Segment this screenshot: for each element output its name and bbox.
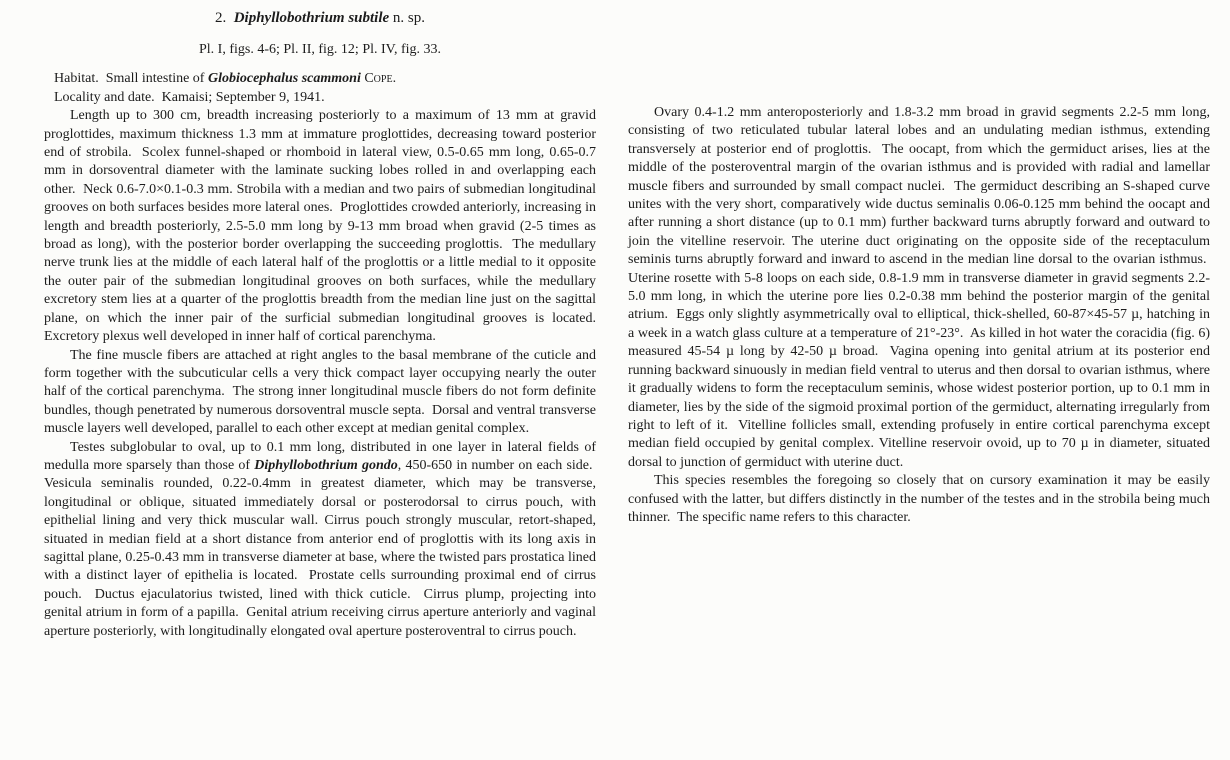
- text-run: Habitat. Small intestine of: [54, 71, 208, 87]
- text-run: 2.: [214, 10, 234, 26]
- text-run: .: [392, 71, 397, 87]
- paragraph: [44, 347, 596, 439]
- front-matter: [44, 8, 596, 107]
- text-run: This species resembles the foregoing so closely that on cursory examination it may be easily confused with the latter, but differs distinctly in the number of the testes and in the strobila being much thinner. The specific name refers to this character.: [628, 473, 1210, 525]
- paragraph: [44, 439, 596, 641]
- habitat-line: [44, 70, 596, 88]
- left-column: [44, 8, 596, 641]
- host-species-name: Globiocephalus scammoni: [207, 71, 361, 87]
- locality-line: [44, 89, 596, 107]
- left-column-paragraphs: [44, 107, 596, 641]
- right-column: [628, 104, 1210, 527]
- text-run: , 450-650 in number on each side. Vesicula seminalis rounded, 0.22-0.4mm in greatest diameter, which may be transverse, longitudinal or oblique, situated immediately dorsal or posterodorsal to cirrus pouch, with epithelial lining and very thick muscular wall. Cirrus pouch strongly muscular, retort-shaped, situated in median field at a short distance from anterior end of proglottis with its long axis in sagittal plane, 0.25-0.43 mm in transverse diameter at base, where the twisted pars prostatica lined with a distinct layer of epithelia is located. Prostate cells surrounding proximal end of cirrus pouch. Ductus ejaculatorius twisted, lined with thick cuticle. Cirrus plump, projecting into genital atrium in form of a papilla. Genital atrium receiving cirrus aperture anteriorly and vaginal aperture posteriorly, with longitudinally elongated oval aperture posteroventral to cirrus pouch.: [44, 457, 597, 639]
- paragraph: [628, 472, 1210, 527]
- text-run: Locality and date. Kamaisi; September 9, 1941.: [54, 89, 325, 105]
- paragraph: [628, 104, 1210, 472]
- species-name: Diphyllobothrium gondo: [254, 457, 398, 473]
- text-run: Testes subglobular to oval, up to 0.1 mm long, distributed in one layer in lateral fields of medulla more sparsely than those of: [44, 439, 596, 473]
- text-run: Ovary 0.4-1.2 mm anteroposteriorly and 1.8-3.2 mm broad in gravid segments 2.2-5 mm long, consisting of two reticulated tubular lateral lobes and an undulating median isthmus, extending transversely at posterior end of proglottis. The oocapt, from which the germiduct arises, lies at the middle of the posteroventral margin of the ovarian isthmus and is provided with radial and lamellar muscle fibers and surrounded by small compact nuclei. The germiduct describing an S-shaped curve unites with the very short, comparatively wide ductus seminalis 0.06-0.125 mm behind the oocapt and after running a short distance (up to 0.1 mm) further backward turns abruptly forward and outward to join the vitelline reservoir. The uterine duct originating on the opposite side of the receptaculum seminis turns abruptly forward and inward to ascend in the median line dorsal to the ovarian isthmus. Uterine rosette with 5-8 loops on each side, 0.8-1.9 mm in transverse diameter in gravid segments 2.2-5.0 mm long, in which the uterine pore lies 0.2-0.38 mm behind the posterior margin of the genital atrium. Eggs only slightly asymmetrically oval to elliptical, thick-shelled, 60-87×45-57 µ, hatching in a week in a watch glass culture at a temperature of 21°-23°. As killed in hot water the coracidia (fig. 6) measured 45-54 µ long by 42-50 µ broad. Vagina opening into genital atrium at its posterior end running backward sinuously in median field ventral to uterus and then dorsal to ovarian isthmus, where it gradually widens to form the receptaculum seminis, whose widest posterior portion, up to 0.1 mm in diameter, lies by the side of the sigmoid proximal portion of the germiduct, alternating irregularly from right to left of it. Vitelline follicles small, extending profusely in entire cortical parenchyma except median field occupied by genital complex. Vitelline reservoir ovoid, up to 70 µ in diameter, situated dorsal to junction of germiduct with uterine duct.: [628, 105, 1210, 470]
- text-run: Length up to 300 cm, breadth increasing posteriorly to a maximum of 13 mm at gravid proglottides, maximum thickness 1.3 mm at immature proglottides, decreasing toward posterior end of strobila. Scolex funnel-shaped or rhomboid in lateral view, 0.5-0.65 mm long, 0.65-0.7 mm in dorsoventral diameter with the laminate sucking lobes rolled in and overlapping each other. Neck 0.6-7.0×0.1-0.3 mm. Strobila with a median and two pairs of submedian longitudinal grooves on both surfaces besides more lateral ones. Proglottides crowded anteriorly, increasing in length and breadth posteriorly, 2.5-5.0 mm long by 9-13 mm broad when gravid (2-5 times as broad as long), with the posterior border overlapping the succeeding proglottis. The medullary nerve trunk lies at the middle of each lateral half of the proglottis or a little medial to it opposite the outer pair of the submedian longitudinal grooves on both surfaces, while the medullary excretory stem lies at a quarter of the proglottis breadth from the median line just on the sagittal plane, on which the inner pair of the surficial submedian longitudinal grooves is located. Excretory plexus well developed in inner half of cortical parenchyma.: [44, 108, 596, 345]
- plates-reference: [44, 41, 596, 59]
- species-name: Diphyllobothrium subtile: [233, 10, 390, 26]
- text-run: Pl. I, figs. 4-6; Pl. II, fig. 12; Pl. IV, fig. 33.: [198, 42, 442, 57]
- text-run: n. sp.: [389, 10, 426, 26]
- paragraph: [44, 107, 596, 346]
- species-heading: [44, 8, 596, 28]
- text-run: The fine muscle fibers are attached at right angles to the basal membrane of the cuticle and form together with the subcuticular cells a very thick compact layer occupying nearly the outer half of the cortical parenchyma. The strong inner longitudinal muscle fibers do not form definite bundles, though penetrated by numerous dorsoventral muscle septa. Dorsal and ventral transverse muscle layers well developed, parallel to each other except at median genital complex.: [44, 347, 596, 437]
- authority-name: Cope: [364, 71, 393, 87]
